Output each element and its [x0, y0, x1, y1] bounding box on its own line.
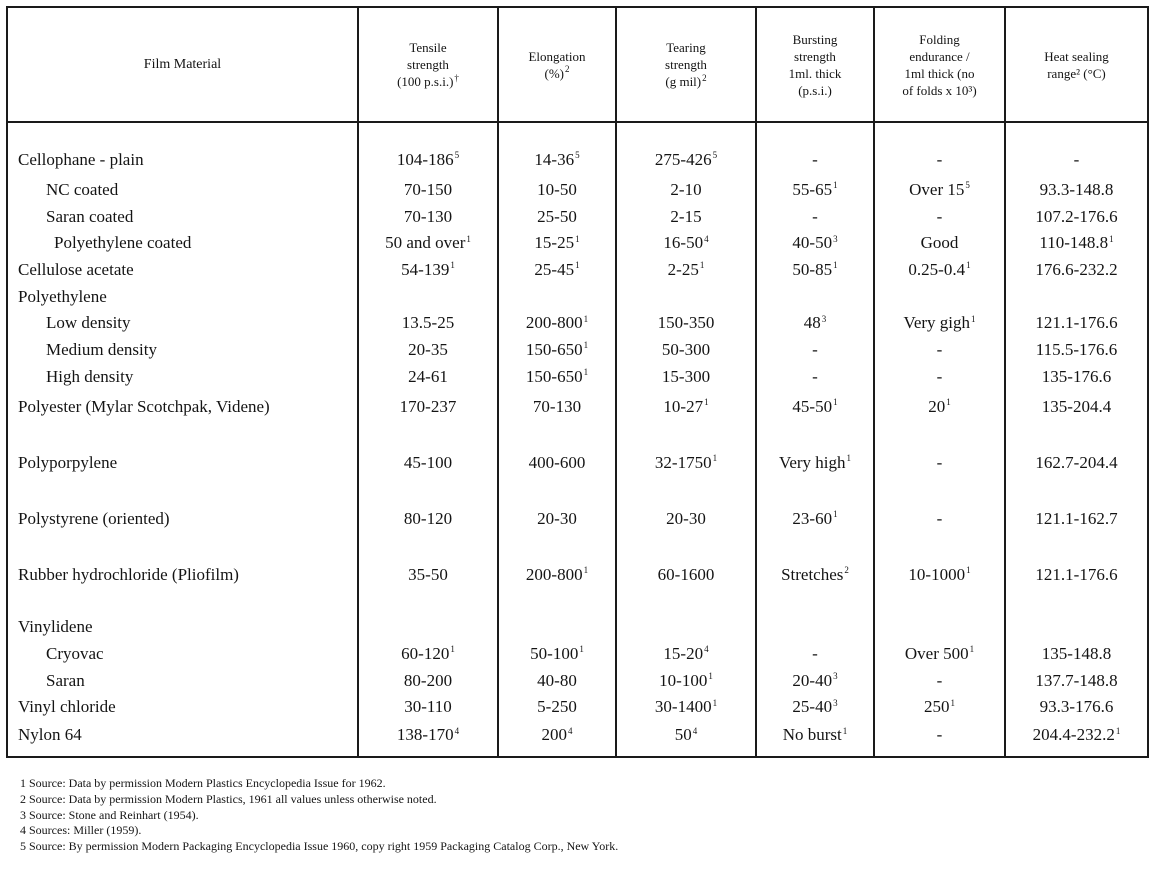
value-cell [756, 502, 874, 558]
value-cell [358, 337, 498, 364]
value-cell [1005, 614, 1148, 641]
value-cell [1005, 446, 1148, 502]
footnote-marker: 4 [568, 725, 573, 736]
value-cell [358, 310, 498, 337]
value-cell [1005, 230, 1148, 257]
table-row [7, 641, 1148, 668]
cell-value: 138-170 [396, 725, 454, 745]
value-cell [1005, 177, 1148, 204]
cell-value: 23-60 [792, 509, 833, 529]
table-row [7, 502, 1148, 558]
cell-value: 20 [928, 397, 946, 417]
cell-value: 10-27 [663, 397, 704, 417]
value-cell [616, 694, 756, 721]
footnote: 3 Source: Stone and Reinhart (1954). [20, 807, 199, 822]
film-material-cell: Polyethylene [7, 283, 358, 310]
footnote-marker: 1 [579, 644, 584, 655]
cell-value: - [812, 644, 818, 664]
cell-value: - [936, 366, 943, 386]
value-cell [358, 558, 498, 614]
film-material-cell: Nylon 64 [7, 721, 358, 757]
cell-value: - [936, 725, 943, 745]
cell-value: 200 [541, 725, 567, 745]
value-cell [874, 257, 1005, 284]
cell-value: - [812, 366, 818, 386]
film-material-cell: NC coated [7, 177, 358, 204]
footnote-marker: 5 [454, 150, 460, 161]
cell-value: 93.3-148.8 [1039, 180, 1114, 200]
cell-value: 45-50 [792, 397, 833, 417]
film-material-cell: Polystyrene (oriented) [7, 502, 358, 558]
cell-value: 121.1-176.6 [1035, 565, 1118, 585]
value-cell [1005, 257, 1148, 284]
footnote-marker: 1 [583, 313, 589, 324]
table-row [7, 310, 1148, 337]
cell-value: Very gigh [903, 313, 971, 333]
value-cell [358, 641, 498, 668]
cell-value: 15-300 [661, 366, 711, 386]
cell-value: 80-120 [403, 509, 453, 529]
film-material-cell: Polyethylene coated [7, 230, 358, 257]
cell-value: 170-237 [399, 397, 457, 417]
value-cell [874, 337, 1005, 364]
value-cell [756, 390, 874, 446]
footnote-marker: 1 [450, 260, 455, 271]
value-cell [756, 177, 874, 204]
value-cell [1005, 363, 1148, 390]
value-cell [358, 203, 498, 230]
footnotes [20, 776, 1140, 855]
footnote: 2 Source: Data by permission Modern Plastics, 1961 all values unless otherwise noted. [20, 791, 437, 806]
value-cell [498, 177, 616, 204]
cell-value: 70-130 [403, 206, 453, 226]
film-material-cell: Medium density [7, 337, 358, 364]
value-cell [874, 310, 1005, 337]
value-cell [1005, 390, 1148, 446]
cell-value: 40-80 [537, 670, 577, 690]
cell-value: 13.5-25 [401, 313, 455, 333]
footnote-marker: 1 [583, 340, 589, 351]
cell-value: 176.6-232.2 [1035, 260, 1118, 280]
cell-value: - [936, 509, 943, 529]
footnote-marker: 3 [833, 233, 838, 244]
value-cell [616, 230, 756, 257]
cell-value: 40-50 [792, 233, 833, 253]
footnote-marker: 1 [712, 453, 718, 464]
value-cell [498, 363, 616, 390]
value-cell [616, 614, 756, 641]
value-cell [874, 667, 1005, 694]
cell-value: 50-85 [792, 260, 833, 280]
value-cell [616, 390, 756, 446]
value-cell [756, 203, 874, 230]
footnote-marker: 3 [821, 313, 827, 324]
value-cell [498, 502, 616, 558]
table-row [7, 667, 1148, 694]
footnote-marker: 1 [466, 233, 471, 244]
cell-value: 275-426 [654, 149, 712, 169]
properties-table [6, 6, 1147, 758]
film-material-cell: High density [7, 363, 358, 390]
cell-value: 10-50 [537, 180, 577, 200]
footnote-marker: 1 [842, 725, 848, 736]
table-row [7, 283, 1148, 310]
film-material-cell: Saran [7, 667, 358, 694]
header-folding-endurance: Folding endurance / 1ml thick (no of folds x 10³) [874, 7, 1005, 122]
value-cell [1005, 558, 1148, 614]
value-cell [358, 721, 498, 757]
value-cell [358, 502, 498, 558]
footnote-marker: 1 [699, 260, 705, 271]
cell-value: 162.7-204.4 [1035, 453, 1118, 473]
value-cell [1005, 122, 1148, 177]
cell-value: 104-186 [396, 149, 454, 169]
footnote: 1 Source: Data by permission Modern Plastics Encyclopedia Issue for 1962. [20, 776, 386, 790]
value-cell [1005, 667, 1148, 694]
cell-value: 121.1-176.6 [1035, 313, 1118, 333]
cell-value: 0.25-0.4 [908, 260, 966, 280]
cell-value: 30-110 [404, 697, 452, 717]
value-cell [874, 283, 1005, 310]
value-cell [358, 667, 498, 694]
cell-value: 25-40 [792, 697, 833, 717]
table-row [7, 721, 1148, 757]
value-cell [616, 446, 756, 502]
footnote-marker: 3 [833, 671, 838, 682]
value-cell [1005, 721, 1148, 757]
cell-value: 137.7-148.8 [1035, 670, 1118, 690]
value-cell [358, 614, 498, 641]
cell-value: 110-148.8 [1039, 233, 1109, 253]
table-body [7, 122, 1148, 757]
footnote-marker: 1 [1115, 725, 1121, 736]
value-cell [358, 177, 498, 204]
film-material-cell: Cryovac [7, 641, 358, 668]
table-row [7, 558, 1148, 614]
cell-value: 70-130 [532, 397, 582, 417]
cell-value: 135-148.8 [1041, 644, 1112, 664]
film-material-cell: Vinyl chloride [7, 694, 358, 721]
value-cell [874, 177, 1005, 204]
footnote-marker: 1 [450, 644, 455, 655]
value-cell [874, 721, 1005, 757]
value-cell [358, 363, 498, 390]
value-cell [756, 614, 874, 641]
cell-value: 55-65 [792, 180, 833, 200]
table-row [7, 203, 1148, 230]
header-elongation: Elongation (%)$^2$ [498, 7, 616, 122]
cell-value: No burst [782, 725, 842, 745]
value-cell [358, 283, 498, 310]
value-cell [756, 721, 874, 757]
value-cell [874, 230, 1005, 257]
cell-value: 115.5-176.6 [1035, 340, 1118, 360]
value-cell [874, 614, 1005, 641]
cell-value: Over 15 [909, 180, 965, 200]
value-cell [756, 558, 874, 614]
cell-value: - [812, 149, 818, 169]
value-cell [616, 337, 756, 364]
footnote-marker: 1 [946, 397, 951, 408]
footnote-marker: 1 [583, 565, 589, 576]
cell-value: 60-1600 [657, 565, 715, 585]
footnote: 4 Sources: Miller (1959). [20, 823, 142, 838]
value-cell [498, 122, 616, 177]
cell-value: 5-250 [537, 697, 577, 717]
value-cell [498, 641, 616, 668]
cell-value: 150-350 [657, 313, 715, 333]
value-cell [498, 310, 616, 337]
value-cell [616, 177, 756, 204]
footnote-marker: 4 [704, 644, 709, 655]
cell-value: 10-1000 [908, 565, 966, 585]
value-cell [1005, 310, 1148, 337]
cell-value: - [936, 149, 943, 169]
table-row [7, 177, 1148, 204]
value-cell [358, 257, 498, 284]
value-cell [756, 122, 874, 177]
footnote-marker: 1 [969, 644, 975, 655]
value-cell [498, 230, 616, 257]
table-row [7, 257, 1148, 284]
table-row [7, 694, 1148, 721]
footnote-marker: 4 [454, 725, 460, 736]
value-cell [616, 667, 756, 694]
value-cell [498, 558, 616, 614]
cell-value: 150-650 [525, 366, 583, 386]
cell-value: 107.2-176.6 [1035, 206, 1118, 226]
cell-value: 45-100 [403, 453, 453, 473]
value-cell [616, 310, 756, 337]
value-cell [874, 558, 1005, 614]
cell-value: 25-45 [534, 260, 575, 280]
footnote-marker: 1 [583, 367, 589, 378]
cell-value: 14-36 [534, 149, 575, 169]
value-cell [616, 363, 756, 390]
cell-value: - [1073, 149, 1080, 169]
value-cell [756, 363, 874, 390]
cell-value: Very high [778, 453, 846, 473]
cell-value: 93.3-176.6 [1039, 697, 1114, 717]
cell-value: 30-1400 [654, 697, 712, 717]
cell-value: 200-800 [525, 565, 583, 585]
value-cell [874, 694, 1005, 721]
value-cell [1005, 502, 1148, 558]
cell-value: Good [920, 233, 959, 253]
film-material-cell: Polyester (Mylar Scotchpak, Videne) [7, 390, 358, 446]
footnote-marker: 1 [575, 233, 580, 244]
cell-value: 10-100 [659, 670, 708, 690]
footnote-marker: 1 [712, 697, 718, 708]
value-cell [358, 390, 498, 446]
value-cell [756, 283, 874, 310]
footnote-marker: 1 [833, 260, 838, 271]
cell-value: Stretches [781, 565, 844, 585]
value-cell [756, 310, 874, 337]
table-row [7, 390, 1148, 446]
footnote-marker: 1 [833, 397, 838, 408]
cell-value: 70-150 [403, 180, 453, 200]
table-row [7, 614, 1148, 641]
cell-value: 24-61 [408, 366, 448, 386]
footnote-marker: 5 [712, 150, 718, 161]
cell-value: - [936, 206, 943, 226]
footnote-marker: 1 [833, 180, 838, 191]
header-row [7, 7, 1148, 122]
table-row [7, 122, 1148, 177]
cell-value: 20-35 [408, 340, 448, 360]
header-bursting-strength: Bursting strength 1ml. thick (p.s.i.) [756, 7, 874, 122]
cell-value: 400-600 [528, 453, 586, 473]
footnote-marker: 1 [704, 397, 709, 408]
value-cell [874, 122, 1005, 177]
value-cell [616, 203, 756, 230]
cell-value: 2-25 [667, 260, 699, 280]
cell-value: 200-800 [525, 313, 583, 333]
cell-value: 2-10 [670, 180, 702, 200]
cell-value: - [936, 670, 943, 690]
table-row [7, 337, 1148, 364]
value-cell [1005, 337, 1148, 364]
table-row [7, 230, 1148, 257]
value-cell [498, 203, 616, 230]
value-cell [616, 721, 756, 757]
footnote: 5 Source: By permission Modern Packaging Encyclopedia Issue 1960, copy right 1959 Packaging Catalog Corp., New York. [20, 839, 619, 854]
cell-value: - [936, 340, 943, 360]
cell-value: 20-30 [537, 509, 577, 529]
film-material-cell: Saran coated [7, 203, 358, 230]
cell-value: 50-100 [530, 644, 579, 664]
value-cell [616, 558, 756, 614]
value-cell [616, 641, 756, 668]
footnote-marker: 1 [846, 453, 852, 464]
film-material-cell: Polyporpylene [7, 446, 358, 502]
footnote-marker: 3 [833, 697, 838, 708]
value-cell [756, 446, 874, 502]
value-cell [874, 363, 1005, 390]
footnote-marker: 1 [966, 565, 971, 576]
footnote-marker: 2 [844, 565, 849, 576]
footnote-marker: 4 [692, 725, 698, 736]
footnote-marker: 4 [704, 233, 709, 244]
cell-value: 15-25 [534, 233, 575, 253]
cell-value: 20-40 [792, 670, 833, 690]
value-cell [756, 667, 874, 694]
value-cell [498, 337, 616, 364]
value-cell [498, 614, 616, 641]
value-cell [874, 203, 1005, 230]
value-cell [874, 641, 1005, 668]
value-cell [874, 390, 1005, 446]
value-cell [498, 257, 616, 284]
cell-value: 32-1750 [654, 453, 712, 473]
cell-value: 15-20 [663, 644, 704, 664]
cell-value: 80-200 [403, 670, 453, 690]
value-cell [498, 283, 616, 310]
value-cell [616, 283, 756, 310]
header-heat-sealing-range: Heat sealing range² (°C) [1005, 7, 1148, 122]
cell-value: 60-120 [401, 644, 450, 664]
cell-value: - [812, 340, 818, 360]
value-cell [498, 694, 616, 721]
cell-value: 48 [803, 313, 821, 333]
table-row [7, 363, 1148, 390]
footnote-marker: 1 [575, 260, 580, 271]
cell-value: 50 and over [385, 233, 466, 253]
value-cell [756, 641, 874, 668]
header-film-material: Film Material [7, 7, 358, 122]
value-cell [1005, 641, 1148, 668]
film-material-cell: Cellulose acetate [7, 257, 358, 284]
film-material-cell: Vinylidene [7, 614, 358, 641]
value-cell [498, 721, 616, 757]
cell-value: 135-176.6 [1041, 366, 1112, 386]
cell-value: - [936, 453, 943, 473]
footnote-marker: 1 [708, 671, 713, 682]
value-cell [358, 230, 498, 257]
value-cell [874, 502, 1005, 558]
value-cell [756, 230, 874, 257]
footnote-marker: 5 [965, 180, 970, 191]
footnote-marker: 1 [950, 697, 955, 708]
value-cell [756, 337, 874, 364]
value-cell [756, 257, 874, 284]
value-cell [358, 694, 498, 721]
film-material-cell: Cellophane - plain [7, 122, 358, 177]
film-material-cell: Low density [7, 310, 358, 337]
cell-value: 50 [674, 725, 692, 745]
header-tearing-strength: Tearing strength (g mil)$^2$ [616, 7, 756, 122]
value-cell [1005, 694, 1148, 721]
cell-value: - [812, 206, 818, 226]
cell-value: 2-15 [670, 206, 702, 226]
value-cell [358, 446, 498, 502]
value-cell [1005, 203, 1148, 230]
cell-value: Over 500 [904, 644, 969, 664]
cell-value: 54-139 [401, 260, 450, 280]
value-cell [756, 694, 874, 721]
cell-value: 250 [924, 697, 950, 717]
value-cell [616, 502, 756, 558]
cell-value: 150-650 [525, 340, 583, 360]
cell-value: 204.4-232.2 [1032, 725, 1115, 745]
value-cell [616, 122, 756, 177]
cell-value: 50-300 [661, 340, 711, 360]
value-cell [874, 446, 1005, 502]
value-cell [498, 667, 616, 694]
header-tensile-strength: Tensile strength (100 p.s.i.)† [358, 7, 498, 122]
cell-value: 16-50 [663, 233, 704, 253]
footnote-marker: 1 [833, 509, 838, 520]
footnote-marker: 1 [1109, 233, 1114, 244]
table-row [7, 446, 1148, 502]
cell-value: 35-50 [408, 565, 448, 585]
footnote-marker: 5 [575, 150, 580, 161]
footnote-marker: 1 [966, 260, 971, 271]
value-cell [498, 446, 616, 502]
cell-value: 135-204.4 [1041, 397, 1112, 417]
footnote-marker: 1 [971, 313, 976, 324]
value-cell [616, 257, 756, 284]
value-cell [498, 390, 616, 446]
value-cell [1005, 283, 1148, 310]
cell-value: 25-50 [537, 206, 577, 226]
cell-value: 121.1-162.7 [1035, 509, 1118, 529]
film-material-cell: Rubber hydrochloride (Pliofilm) [7, 558, 358, 614]
value-cell [358, 122, 498, 177]
cell-value: 20-30 [666, 509, 706, 529]
